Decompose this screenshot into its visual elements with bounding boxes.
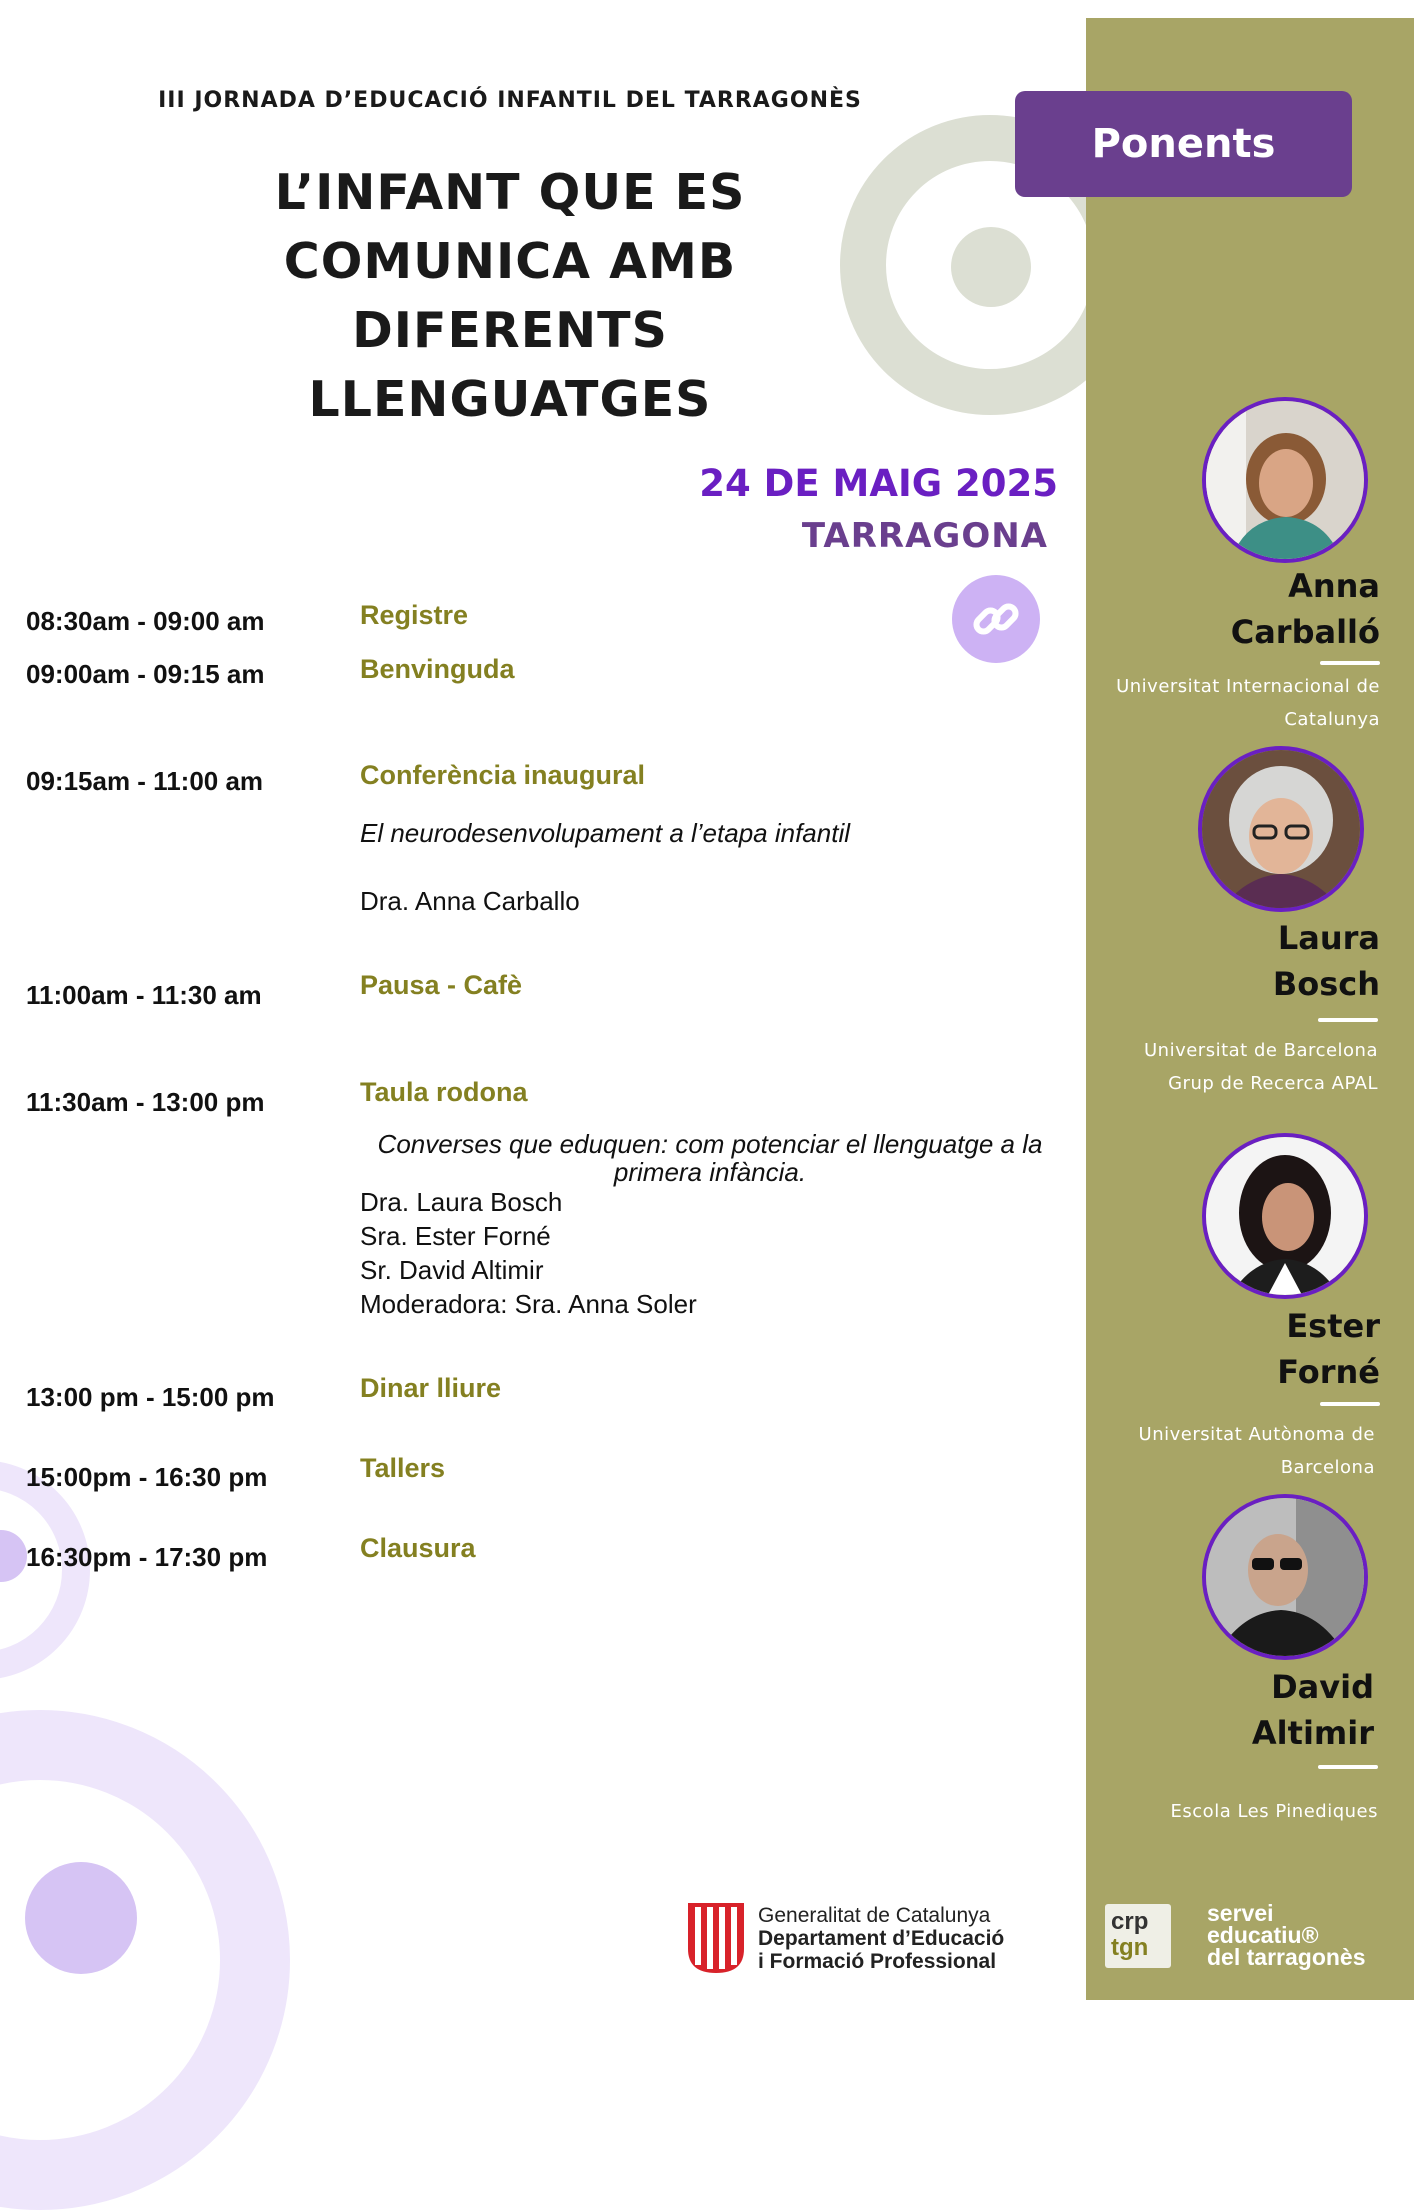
schedule-event: Clausura <box>360 1533 476 1563</box>
speaker-photo <box>1202 1133 1368 1299</box>
catalan-flag-icon <box>686 1903 746 1973</box>
speaker-photo <box>1202 397 1368 563</box>
schedule-time: 09:15am - 11:00 am <box>26 766 264 796</box>
divider <box>1320 1402 1380 1406</box>
schedule-event: Tallers <box>360 1453 446 1483</box>
link-icon <box>971 594 1021 644</box>
schedule-time: 08:30am - 09:00 am <box>26 606 265 636</box>
schedule-time: 11:30am - 13:00 pm <box>26 1087 265 1117</box>
speaker-photo <box>1202 1494 1368 1660</box>
schedule-event: Conferència inaugural <box>360 760 646 790</box>
event-city: TARRAGONA <box>801 516 1048 556</box>
event-subtitle: III JORNADA D’EDUCACIÓ INFANTIL DEL TARRAGONÈS <box>158 88 862 113</box>
speaker-name: David Altimir <box>1251 1668 1374 1752</box>
schedule-time: 09:00am - 09:15 am <box>26 659 265 689</box>
divider <box>1320 661 1380 665</box>
schedule-event: Registre <box>360 600 469 630</box>
generalitat-logo: Generalitat de Catalunya Departament d’Educació i Formació Professional <box>686 1903 1004 1973</box>
schedule-time: 11:00am - 11:30 am <box>26 980 262 1010</box>
title-line: DIFERENTS <box>352 302 668 359</box>
speakers-heading: Ponents <box>1015 91 1352 197</box>
schedule-time: 16:30pm - 17:30 pm <box>26 1542 268 1572</box>
link-button[interactable] <box>952 575 1040 663</box>
talk-title: Converses que eduquen: com potenciar el llenguatge a la primera infància. <box>377 1129 1043 1187</box>
speaker-affiliation: Escola Les Pinediques <box>1170 1801 1378 1822</box>
speaker-credit: Dra. Anna Carballo <box>360 886 580 916</box>
talk-title: El neurodesenvolupament a l’etapa infantil <box>360 818 851 848</box>
speaker-name: Laura Bosch <box>1272 919 1380 1003</box>
speaker-name: Anna Carballó <box>1230 567 1380 651</box>
panel-member: Sra. Ester Forné <box>360 1221 551 1251</box>
schedule-event: Dinar lliure <box>360 1373 502 1403</box>
title-line: LLENGUATGES <box>308 371 712 428</box>
schedule-event: Taula rodona <box>360 1077 528 1107</box>
divider <box>1318 1765 1378 1769</box>
decorative-dot <box>951 227 1031 307</box>
speaker-name: Ester Forné <box>1277 1307 1380 1391</box>
event-title <box>130 158 890 434</box>
title-line: COMUNICA AMB <box>283 233 737 290</box>
schedule-time: 13:00 pm - 15:00 pm <box>26 1382 275 1412</box>
servei-educatiu-logo: servei educatiu® del tarragonès <box>1207 1900 1366 1970</box>
title-line: L’INFANT QUE ES <box>274 164 746 221</box>
panel-member: Sr. David Altimir <box>360 1255 544 1285</box>
speaker-affiliation: Universitat de Barcelona Grup de Recerca APAL <box>1144 1040 1378 1094</box>
event-date: 24 DE MAIG 2025 <box>699 462 1058 505</box>
panel-moderator: Moderadora: Sra. Anna Soler <box>360 1289 697 1319</box>
schedule-event: Pausa - Cafè <box>360 970 523 1000</box>
speaker-photo <box>1198 746 1364 912</box>
schedule-event: Benvinguda <box>360 654 515 684</box>
speaker-affiliation: Universitat Autònoma de Barcelona <box>1138 1424 1375 1478</box>
panel-member: Dra. Laura Bosch <box>360 1187 563 1217</box>
speaker-affiliation: Universitat Internacional de Catalunya <box>1116 676 1380 730</box>
divider <box>1318 1018 1378 1022</box>
decorative-dot <box>25 1862 137 1974</box>
crp-tgn-logo: crp tgn <box>1105 1904 1171 1968</box>
schedule-time: 15:00pm - 16:30 pm <box>26 1462 268 1492</box>
